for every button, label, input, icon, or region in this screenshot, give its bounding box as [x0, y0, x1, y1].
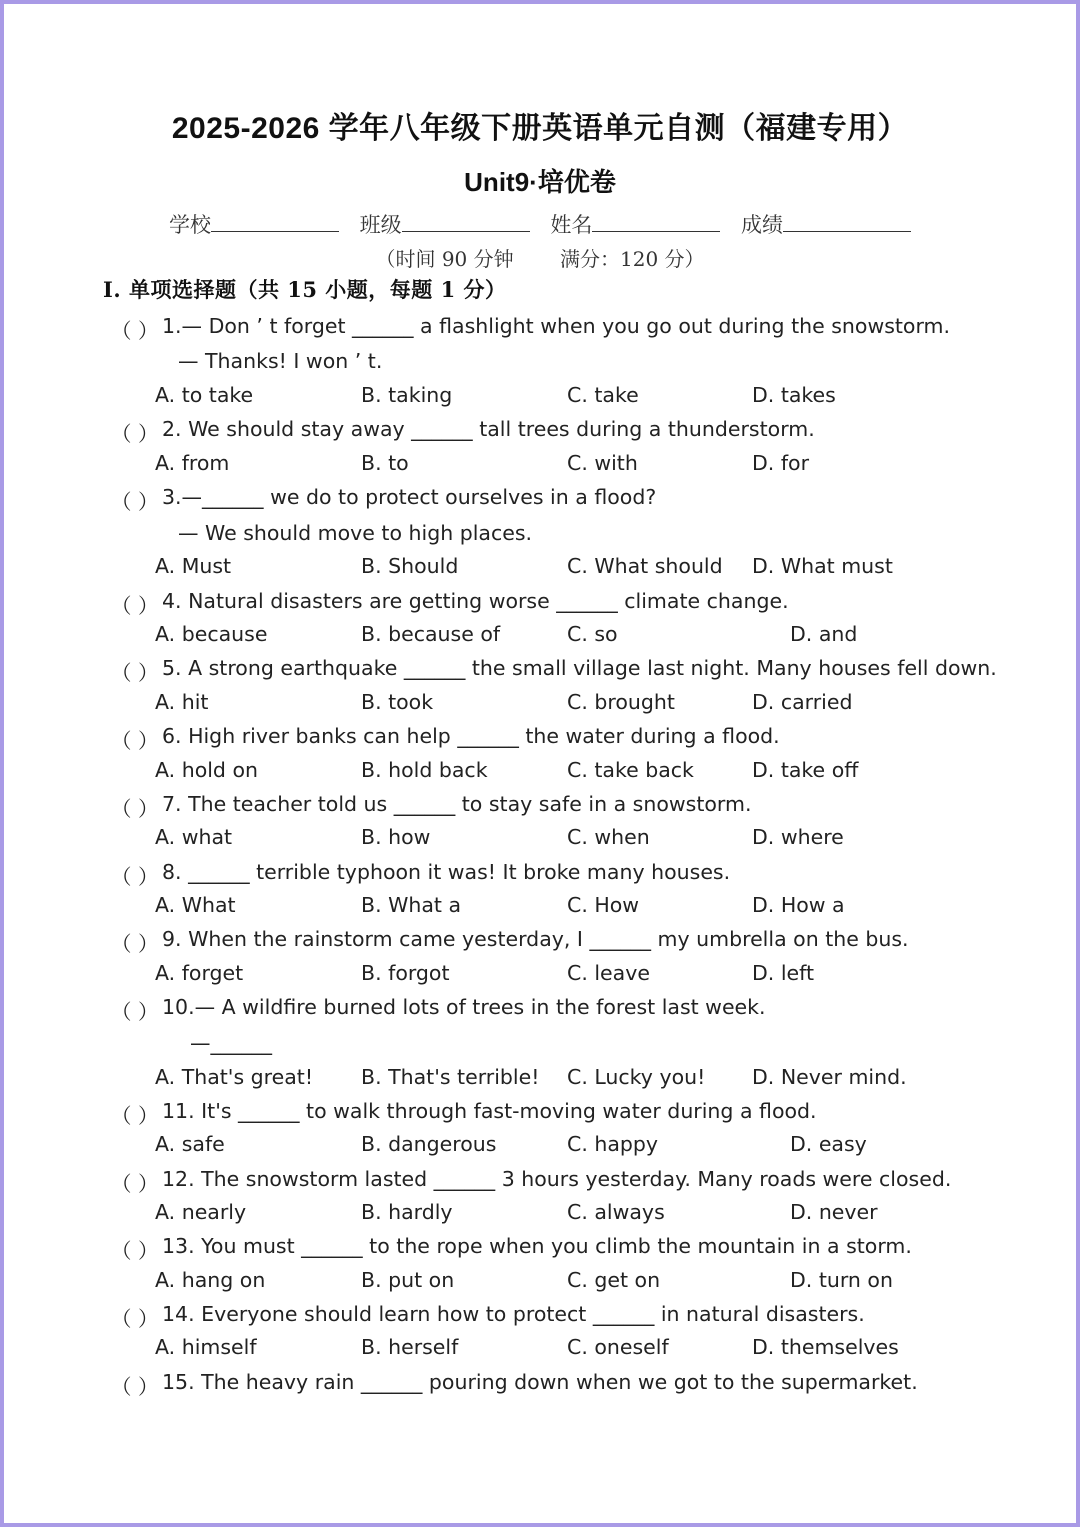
- option-a[interactable]: A. from: [155, 451, 230, 475]
- option-b[interactable]: B. put on: [361, 1268, 455, 1292]
- answer-blank[interactable]: （ ）: [111, 865, 159, 889]
- option-c[interactable]: C. get on: [567, 1268, 661, 1292]
- option-b[interactable]: B. dangerous: [361, 1132, 497, 1156]
- option-d[interactable]: D. left: [752, 961, 815, 985]
- question-text: 13. You must ______ to the rope when you climb the mountain in a storm.: [162, 1234, 912, 1258]
- option-a[interactable]: A. hang on: [155, 1268, 266, 1292]
- option-d[interactable]: D. takes: [752, 383, 836, 407]
- name-field: [550, 209, 720, 239]
- option-d[interactable]: D. How a: [752, 893, 845, 917]
- option-b[interactable]: B. That's terrible!: [361, 1065, 540, 1089]
- option-b[interactable]: B. to: [361, 451, 409, 475]
- option-c[interactable]: C. so: [567, 622, 618, 646]
- question-reply: — Thanks! I won ’ t.: [178, 349, 383, 373]
- option-d[interactable]: D. easy: [790, 1132, 867, 1156]
- answer-blank[interactable]: （ ）: [111, 1172, 159, 1196]
- option-d[interactable]: D. take off: [752, 758, 859, 782]
- score-field: [741, 209, 911, 239]
- section-title: I. 单项选择题（共 15 小题，每题 1 分）: [103, 277, 507, 302]
- answer-blank[interactable]: （ ）: [111, 490, 159, 514]
- question-text: 3.—______ we do to protect ourselves in a flood?: [162, 485, 657, 509]
- option-a[interactable]: A. himself: [155, 1335, 257, 1359]
- option-b[interactable]: B. What a: [361, 893, 462, 917]
- option-b[interactable]: B. herself: [361, 1335, 459, 1359]
- question-text: 10.— A wildfire burned lots of trees in the forest last week.: [162, 995, 766, 1019]
- option-d[interactable]: D. themselves: [752, 1335, 899, 1359]
- option-d[interactable]: D. for: [752, 451, 810, 475]
- school-field: [169, 209, 339, 239]
- option-c[interactable]: C. when: [567, 825, 650, 849]
- answer-blank[interactable]: （ ）: [111, 594, 159, 618]
- answer-blank[interactable]: （ ）: [111, 797, 159, 821]
- option-c[interactable]: C. What should: [567, 554, 723, 578]
- answer-blank[interactable]: （ ）: [111, 1000, 159, 1024]
- option-a[interactable]: A. What: [155, 893, 236, 917]
- question-text: 15. The heavy rain ______ pouring down when we got to the supermarket.: [162, 1370, 918, 1394]
- exam-info: [0, 243, 1080, 272]
- option-d[interactable]: D. What must: [752, 554, 893, 578]
- option-d[interactable]: D. Never mind.: [752, 1065, 907, 1089]
- option-b[interactable]: B. Should: [361, 554, 459, 578]
- score-label: 成绩: [741, 213, 784, 237]
- option-c[interactable]: C. take back: [567, 758, 694, 782]
- school-blank[interactable]: [211, 213, 339, 232]
- option-d[interactable]: D. turn on: [790, 1268, 893, 1292]
- option-b[interactable]: B. forgot: [361, 961, 450, 985]
- question-text: 6. High river banks can help ______ the water during a flood.: [162, 724, 780, 748]
- option-d[interactable]: D. and: [790, 622, 858, 646]
- answer-blank[interactable]: （ ）: [111, 1239, 159, 1263]
- exam-full-score: 满分：120 分）: [560, 247, 705, 271]
- option-d[interactable]: D. where: [752, 825, 844, 849]
- school-label: 学校: [168, 213, 211, 237]
- exam-time: （时间 90 分钟: [375, 247, 514, 271]
- answer-blank[interactable]: （ ）: [111, 319, 159, 343]
- question-text: 8. ______ terrible typhoon it was! It broke many houses.: [162, 860, 731, 884]
- question-text: 2. We should stay away ______ tall trees during a thunderstorm.: [162, 417, 815, 441]
- question-text: 4. Natural disasters are getting worse ______ climate change.: [162, 589, 789, 613]
- question-text: 9. When the rainstorm came yesterday, I ______ my umbrella on the bus.: [162, 927, 909, 951]
- page-subtitle: Unit9·培优卷: [464, 167, 616, 197]
- option-d[interactable]: D. never: [790, 1200, 878, 1224]
- question-text: 1.— Don ’ t forget ______ a flashlight when you go out during the snowstorm.: [162, 314, 951, 338]
- class-field: [360, 209, 530, 239]
- option-c[interactable]: C. with: [567, 451, 638, 475]
- question-text: 5. A strong earthquake ______ the small village last night. Many houses fell down.: [162, 656, 997, 680]
- question-reply: —______: [190, 1031, 272, 1055]
- option-a[interactable]: A. hit: [155, 690, 209, 714]
- option-b[interactable]: B. hold back: [361, 758, 488, 782]
- question-text: 7. The teacher told us ______ to stay safe in a snowstorm.: [162, 792, 752, 816]
- option-a[interactable]: A. forget: [155, 961, 244, 985]
- option-c[interactable]: C. How: [567, 893, 640, 917]
- question-text: 12. The snowstorm lasted ______ 3 hours yesterday. Many roads were closed.: [162, 1167, 952, 1191]
- answer-blank[interactable]: （ ）: [111, 1104, 159, 1128]
- option-a[interactable]: A. safe: [155, 1132, 225, 1156]
- answer-blank[interactable]: （ ）: [111, 661, 159, 685]
- question-text: 11. It's ______ to walk through fast-moving water during a flood.: [162, 1099, 817, 1123]
- option-c[interactable]: C. happy: [567, 1132, 659, 1156]
- option-a[interactable]: A. Must: [155, 554, 232, 578]
- option-a[interactable]: A. to take: [155, 383, 254, 407]
- option-a[interactable]: A. hold on: [155, 758, 258, 782]
- option-b[interactable]: B. how: [361, 825, 431, 849]
- option-c[interactable]: C. always: [567, 1200, 665, 1224]
- score-blank[interactable]: [783, 213, 911, 232]
- option-b[interactable]: B. because of: [361, 622, 501, 646]
- option-a[interactable]: A. what: [155, 825, 233, 849]
- option-b[interactable]: B. taking: [361, 383, 453, 407]
- answer-blank[interactable]: （ ）: [111, 1375, 159, 1399]
- question-text: 14. Everyone should learn how to protect ______ in natural disasters.: [162, 1302, 865, 1326]
- answer-blank[interactable]: （ ）: [111, 729, 159, 753]
- option-c[interactable]: C. leave: [567, 961, 650, 985]
- option-a[interactable]: A. That's great!: [155, 1065, 314, 1089]
- option-b[interactable]: B. took: [361, 690, 434, 714]
- option-a[interactable]: A. nearly: [155, 1200, 247, 1224]
- class-blank[interactable]: [402, 213, 530, 232]
- answer-blank[interactable]: （ ）: [111, 422, 159, 446]
- option-c[interactable]: C. brought: [567, 690, 675, 714]
- option-d[interactable]: D. carried: [752, 690, 853, 714]
- page-title: 2025-2026 学年八年级下册英语单元自测（福建专用）: [171, 112, 909, 145]
- info-fields: [0, 209, 1080, 239]
- option-c[interactable]: C. take: [567, 383, 639, 407]
- name-blank[interactable]: [592, 213, 720, 232]
- answer-blank[interactable]: （ ）: [111, 932, 159, 956]
- option-a[interactable]: A. because: [155, 622, 268, 646]
- name-label: 姓名: [550, 213, 593, 237]
- class-label: 班级: [359, 213, 402, 237]
- option-b[interactable]: B. hardly: [361, 1200, 453, 1224]
- option-c[interactable]: C. Lucky you!: [567, 1065, 706, 1089]
- option-c[interactable]: C. oneself: [567, 1335, 669, 1359]
- question-reply: — We should move to high places.: [178, 521, 533, 545]
- answer-blank[interactable]: （ ）: [111, 1307, 159, 1331]
